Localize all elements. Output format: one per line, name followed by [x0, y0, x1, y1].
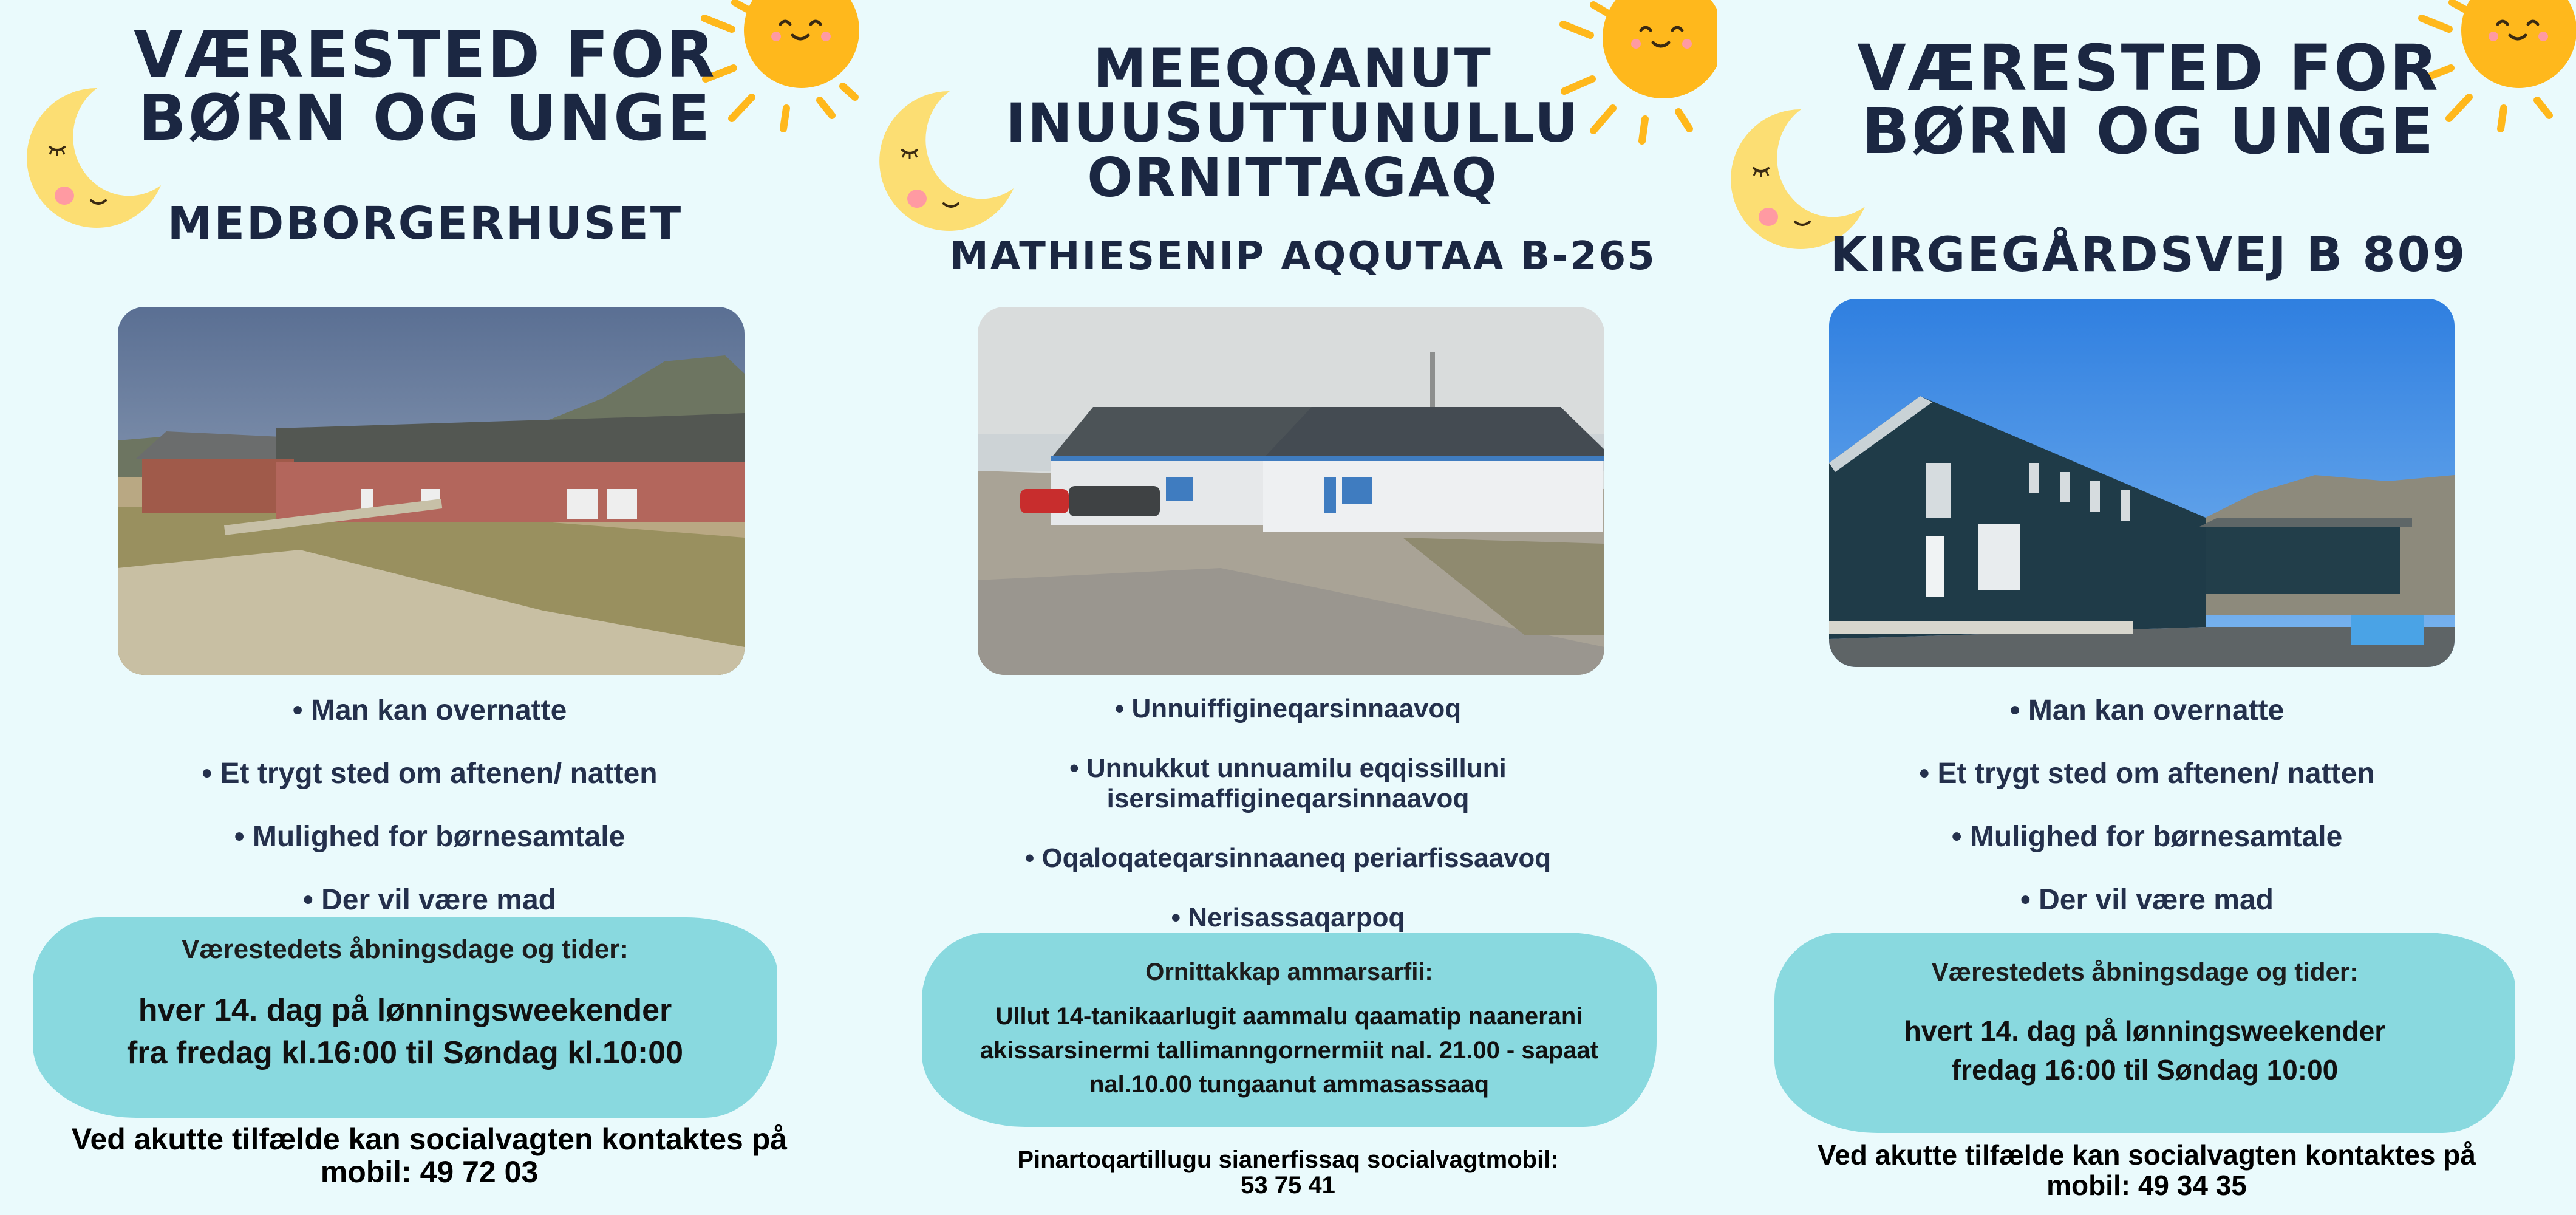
flyer-title: MEEQQANUT INUUSUTTUNULLU ORNITTAGAQ	[1006, 37, 1580, 209]
feature-item: • Der vil være mad	[67, 882, 792, 919]
emergency-contact: Ved akutte tilfælde kan socialvagten kontaktes på mobil: 49 34 35	[1818, 1139, 2476, 1201]
location-subtitle: MATHIESENIP AQQUTAA B-265	[950, 234, 1657, 279]
feature-item: • Mulighed for børnesamtale	[67, 819, 792, 855]
building-photo	[118, 307, 745, 675]
opening-hours-box	[1774, 933, 2515, 1133]
emergency-contact: Pinartoqartillugu sianerfissaq socialvagtmobil: 53 75 41	[1017, 1146, 1559, 1199]
flyer-panel-greenlandic-mathiesenip	[859, 0, 1717, 1215]
opening-hours-text: hver 14. dag på lønningsweekender fra fredag kl.16:00 til Søndag kl.10:00	[126, 993, 684, 1070]
feature-item: • Unnukkut unnuamilu eqqissilluni isersimaffigineqarsinnaavoq	[913, 753, 1663, 814]
feature-item: • Mulighed for børnesamtale	[1784, 819, 2510, 855]
flyer-title: VÆRESTED FOR BØRN OG UNGE	[134, 18, 717, 155]
flyer-title: VÆRESTED FOR BØRN OG UNGE	[1857, 31, 2440, 168]
opening-hours-text: Ullut 14-tanikaarlugit aammalu qaamatip naanerani akissarsinermi tallimanngornermiit nal. 21.00 - sapaat nal.10.00 tungaanut ammasassaaq	[980, 1003, 1599, 1098]
location-subtitle: KIRGEGÅRDSVEJ B 809	[1830, 228, 2467, 282]
opening-hours-heading: Ornittakkap ammarsarfii:	[1145, 959, 1433, 985]
opening-hours-text: hvert 14. dag på lønningsweekender fredag 16:00 til Søndag 10:00	[1904, 1015, 2386, 1086]
emergency-contact: Ved akutte tilfælde kan socialvagten kontaktes på mobil: 49 72 03	[71, 1122, 788, 1189]
feature-item: • Nerisassaqarpoq	[913, 903, 1663, 933]
feature-item: • Oqaloqateqarsinnaaneq periarfissaavoq	[913, 843, 1663, 874]
feature-list	[913, 694, 1663, 933]
location-subtitle: MEDBORGERHUSET	[167, 197, 683, 250]
opening-hours-heading: Værestedets åbningsdage og tider:	[1931, 957, 2359, 986]
feature-list	[1784, 693, 2510, 919]
building-photo	[1829, 299, 2455, 667]
feature-list	[67, 693, 792, 919]
feature-item: • Et trygt sted om aftenen/ natten	[1784, 756, 2510, 792]
feature-item: • Der vil være mad	[1784, 882, 2510, 919]
flyer-panel-danish-kirgegardsvej	[1717, 0, 2576, 1215]
feature-item: • Man kan overnatte	[1784, 693, 2510, 729]
opening-hours-box	[922, 933, 1657, 1127]
feature-item: • Man kan overnatte	[67, 693, 792, 729]
flyer-panel-danish-medborgerhuset	[0, 0, 859, 1215]
opening-hours-box	[33, 917, 777, 1118]
feature-item: • Unnuiffigineqarsinnaavoq	[913, 694, 1663, 724]
feature-item: • Et trygt sted om aftenen/ natten	[67, 756, 792, 792]
building-photo	[978, 307, 1604, 675]
opening-hours-heading: Værestedets åbningsdage og tider:	[182, 934, 629, 964]
